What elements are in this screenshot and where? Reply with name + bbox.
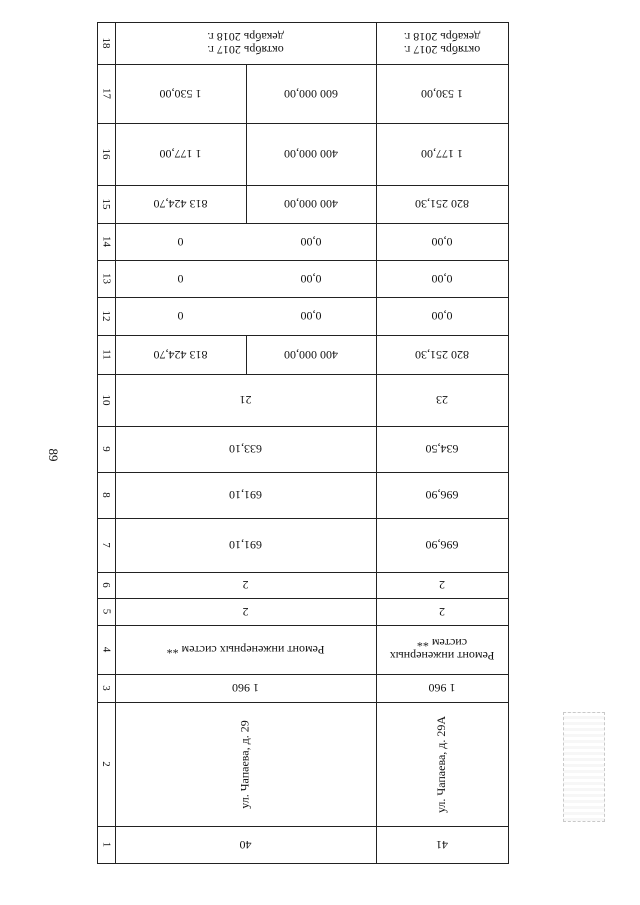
row41-c13: 0,00	[431, 272, 453, 286]
row40-c11-a: 813 424,70	[153, 348, 208, 362]
row41-c15: 820 251,30	[415, 197, 469, 212]
row40-c13-a: 0	[177, 272, 184, 286]
row40-c16-b: 400 000,00	[284, 147, 338, 162]
page-number: 89	[46, 448, 61, 462]
column-number-9: 9	[100, 446, 113, 452]
row41-c11: 820 251,30	[415, 348, 469, 362]
column-number-16: 16	[100, 148, 113, 160]
row40-period: октябрь 2017 г. декабрь 2018 г.	[207, 30, 284, 57]
column-number-8: 8	[100, 492, 113, 498]
row41-c9: 634,50	[425, 442, 459, 457]
row40-address: ул. Чапаева, д. 29	[237, 719, 252, 809]
row41-number: 41	[436, 838, 448, 852]
column-number-17: 17	[100, 88, 113, 99]
table-border-bottom	[97, 863, 509, 864]
row41-c6: 2	[439, 578, 445, 593]
column-number-1: 1	[100, 841, 113, 848]
row41-address: ул. Чапаева, д. 29А	[434, 715, 449, 813]
row40-c5: 2	[242, 605, 249, 619]
row40-number: 40	[239, 838, 252, 852]
column-number-11: 11	[100, 349, 113, 360]
row40-c14-b: 0,00	[300, 235, 322, 249]
row41-c10: 23	[436, 393, 448, 408]
row41-year: 1 960	[428, 681, 456, 696]
row41-c12: 0,00	[431, 309, 453, 324]
row40-c16-a: 1 177,00	[159, 147, 202, 162]
row40-c11-b: 400 000,00	[284, 348, 338, 362]
column-number-5: 5	[100, 608, 113, 615]
row41-address-cell	[376, 702, 508, 826]
column-number-13: 13	[100, 273, 113, 284]
row40-c17-b: 600 000,00	[284, 87, 338, 101]
row40-c17-a: 1 530,00	[159, 87, 202, 101]
row40-c9: 633,10	[229, 442, 262, 457]
row41-c8: 696,90	[425, 488, 459, 503]
row40-c13-b: 0,00	[300, 272, 322, 286]
row41-c17: 1 530,00	[421, 87, 463, 101]
column-number-3: 3	[100, 685, 113, 691]
row41-c14: 0,00	[431, 235, 453, 249]
column-number-7: 7	[100, 542, 113, 548]
row40-c8: 691,10	[229, 488, 262, 503]
faint-bleedthrough-mark	[563, 712, 605, 822]
row40-c6: 2	[242, 578, 249, 593]
column-number-4: 4	[100, 646, 113, 653]
column-number-2: 2	[100, 761, 113, 767]
row40-work-type: Ремонт инженерных систем **	[166, 643, 325, 657]
column-number-15: 15	[100, 198, 113, 210]
row40-c15-b: 400 000,00	[284, 197, 338, 212]
row41-period: октябрь 2017 г. декабрь 2018 г.	[403, 30, 481, 57]
row41-work-type: Ремонт инженерных систем **	[389, 636, 495, 664]
row40-c10: 21	[239, 393, 252, 408]
column-number-18: 18	[100, 37, 113, 49]
column-number-14: 14	[100, 236, 113, 247]
column-number-6: 6	[100, 582, 113, 588]
row40-year: 1 960	[232, 681, 259, 696]
row41-c7: 696,90	[425, 538, 459, 553]
row40-c12-b: 0,00	[300, 309, 322, 324]
table-border-right	[508, 22, 509, 864]
row40-c15-a: 813 424,70	[153, 197, 208, 212]
row40-c12-a: 0	[177, 309, 184, 324]
row40-c14-a: 0	[177, 235, 184, 249]
row41-c5: 2	[439, 605, 445, 619]
column-number-12: 12	[100, 310, 113, 322]
row41-c16: 1 177,00	[421, 147, 463, 162]
row40-c7: 691,10	[229, 538, 262, 553]
column-number-10: 10	[100, 394, 113, 406]
row40-address-cell	[115, 702, 376, 826]
